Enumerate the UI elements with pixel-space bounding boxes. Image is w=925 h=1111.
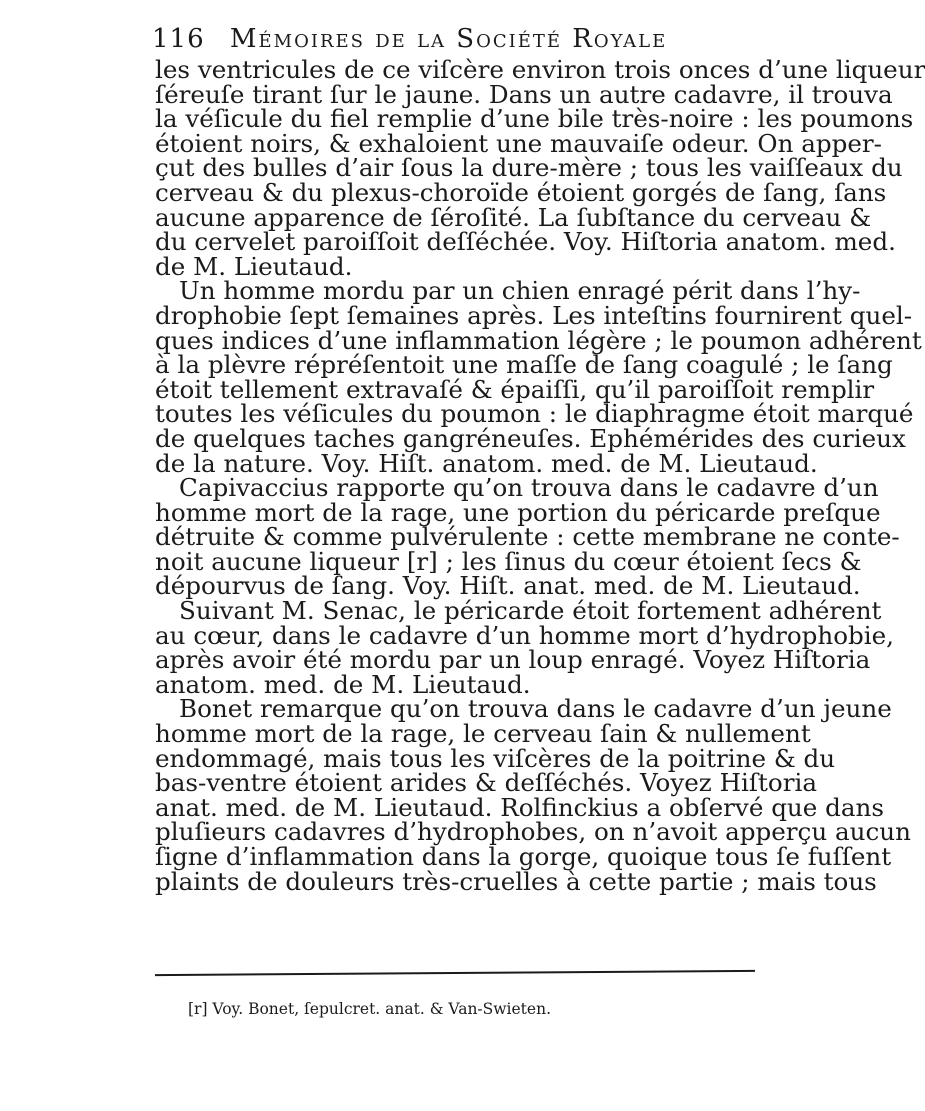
text-line: Capivaccius rapporte qu’on trouva dans le cadavre d’un [179, 473, 879, 503]
text-line: Suivant M. Senac, le péricarde étoit fortement adhérent [179, 596, 882, 626]
text-line: plaints de douleurs très-cruelles à cette partie ; mais tous [155, 866, 877, 896]
text-line: de la nature. Voy. Hiſt. anatom. med. de M. Lieutaud. [155, 448, 818, 478]
text-line: toutes les véſicules du poumon : le diaphragme étoit marqué [155, 399, 914, 429]
running-title: Mémoires de la Société Royale [229, 24, 668, 54]
text-line: détruite & comme pulvérulente : cette membrane ne conte- [155, 522, 900, 552]
body-text [155, 55, 925, 896]
text-line: homme mort de la rage, une portion du péricarde preſque [155, 497, 881, 527]
footnote-rule [155, 970, 755, 976]
text-line: noit aucune liqueur [r] ; les ſinus du cœur étoient ſecs & [155, 546, 862, 576]
text-line: étoient noirs, & exhaloient une mauvaiſe odeur. On apper- [155, 128, 882, 158]
text-line: pluſieurs cadavres d’hydrophobes, on n’avoit apperçu aucun [155, 817, 911, 847]
text-line: drophobie ſept ſemaines après. Les inteſtins fournirent quel- [155, 300, 913, 330]
text-line: de M. Lieutaud. [155, 251, 353, 281]
text-line: la véſicule du fiel remplie d’une bile très-noire : les poumons [155, 104, 914, 134]
page-number: 116 [152, 24, 205, 54]
text-line: après avoir été mordu par un loup enragé. Voyez Hiſtoria [155, 645, 871, 675]
text-line: dépourvus de ſang. Voy. Hiſt. anat. med. de M. Lieutaud. [155, 571, 861, 601]
text-line: cerveau & du plexus-choroïde étoient gorgés de ſang, ſans [155, 177, 887, 207]
text-line: ques indices d’une inflammation légère ; le poumon adhérent [155, 325, 922, 355]
text-line: du cervelet paroiſſoit deſſéchée. Voy. Hiſtoria anatom. med. [155, 227, 896, 257]
text-line: çut des bulles d’air ſous la dure-mère ; tous les vaiſſeaux du [155, 153, 903, 183]
text-line: bas-ventre étoient arides & deſſéchés. Voyez Hiſtoria [155, 768, 817, 798]
text-line: au cœur, dans le cadavre d’un homme mort d’hydrophobie, [155, 620, 895, 650]
text-line: homme mort de la rage, le cerveau ſain & nullement [155, 719, 811, 749]
text-line: anat. med. de M. Lieutaud. Rolfinckius a obſervé que dans [155, 792, 885, 822]
text-line: ſéreuſe tirant ſur le jaune. Dans un autre cadavre, il trouva [155, 79, 893, 109]
text-line: Un homme mordu par un chien enragé périt dans l’hy- [179, 276, 861, 306]
text-line: Bonet remarque qu’on trouva dans le cadavre d’un jeune [179, 694, 892, 724]
text-line: de quelques taches gangréneuſes. Ephémérides des curieux [155, 423, 906, 453]
text-line: les ventricules de ce viſcère environ trois onces d’une liqueur [155, 55, 925, 84]
text-line: endommagé, mais tous les viſcères de la poitrine & du [155, 743, 836, 773]
text-line: ſigne d’inflammation dans la gorge, quoique tous ſe fuſſent [155, 842, 892, 871]
text-line: à la plèvre répréſentoit une maſſe de ſang coagulé ; le ſang [155, 350, 893, 380]
running-header [152, 24, 772, 54]
text-line: anatom. med. de M. Lieutaud. [155, 669, 531, 699]
footnote: [r] Voy. Bonet, ſepulcret. anat. & Van-Swieten. [188, 1000, 551, 1018]
text-line: étoit tellement extravaſé & épaiſſi, qu’il paroiſſoit remplir [155, 374, 875, 404]
text-line: aucune apparence de ſéroſité. La ſubſtance du cerveau & [155, 202, 872, 232]
